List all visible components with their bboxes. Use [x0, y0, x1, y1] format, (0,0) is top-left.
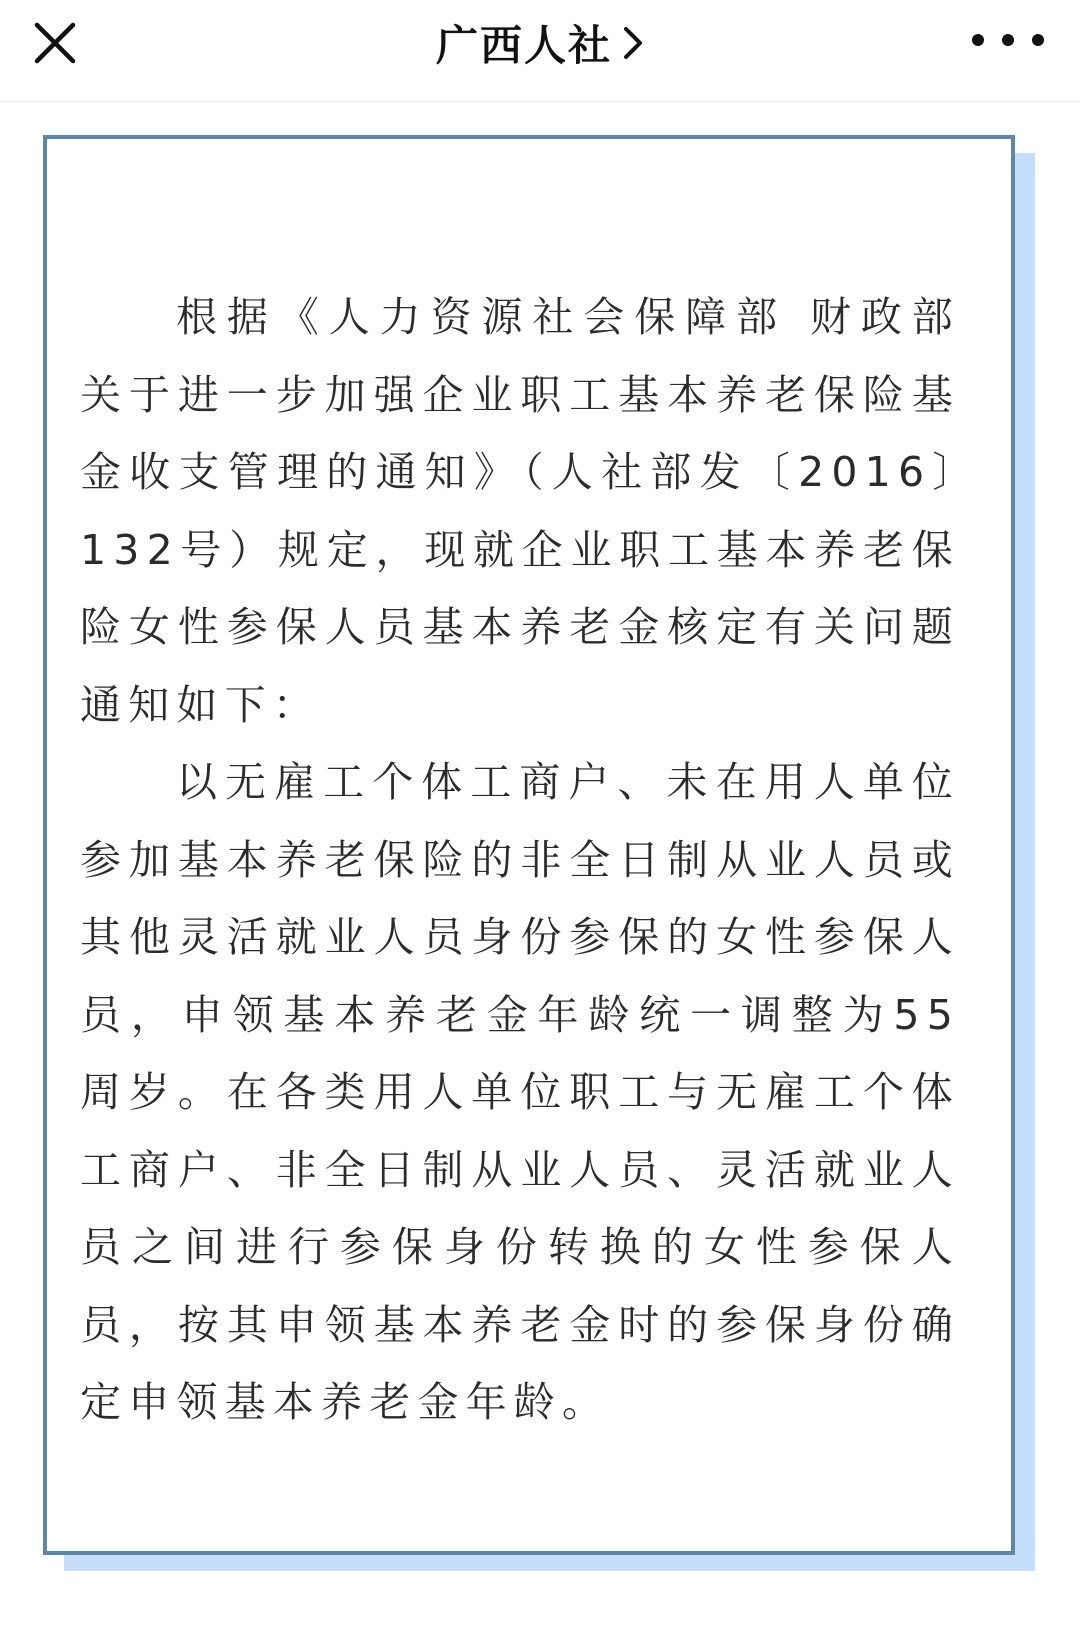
- account-title-link[interactable]: [0, 14, 1080, 72]
- page-title: 广西人社: [435, 21, 612, 70]
- more-options-button[interactable]: [972, 20, 1044, 60]
- top-navbar: [0, 0, 1080, 102]
- article-body: [80, 279, 960, 1442]
- article-paragraph: 根据《人力资源社会保障部 财政部关于进一步加强企业职工基本养老保险基金收支管理的通知》（人社部发〔2016〕132号）规定，现就企业职工基本养老保险女性参保人员基本养老金核定有关问题通知如下：: [80, 293, 960, 729]
- chevron-right-icon: [622, 25, 644, 61]
- more-dot: [972, 34, 984, 46]
- more-dot: [1002, 34, 1014, 46]
- article-card: [43, 135, 1015, 1555]
- more-dot: [1032, 34, 1044, 46]
- article-paragraph: 以无雇工个体工商户、未在用人单位参加基本养老保险的非全日制从业人员或其他灵活就业人员身份参保的女性参保人员，申领基本养老金年龄统一调整为55周岁。在各类用人单位职工与无雇工个体工商户、非全日制从业人员、灵活就业人员之间进行参保身份转换的女性参保人员，按其申领基本养老金时的参保身份确定申领基本养老金年龄。: [80, 758, 960, 1426]
